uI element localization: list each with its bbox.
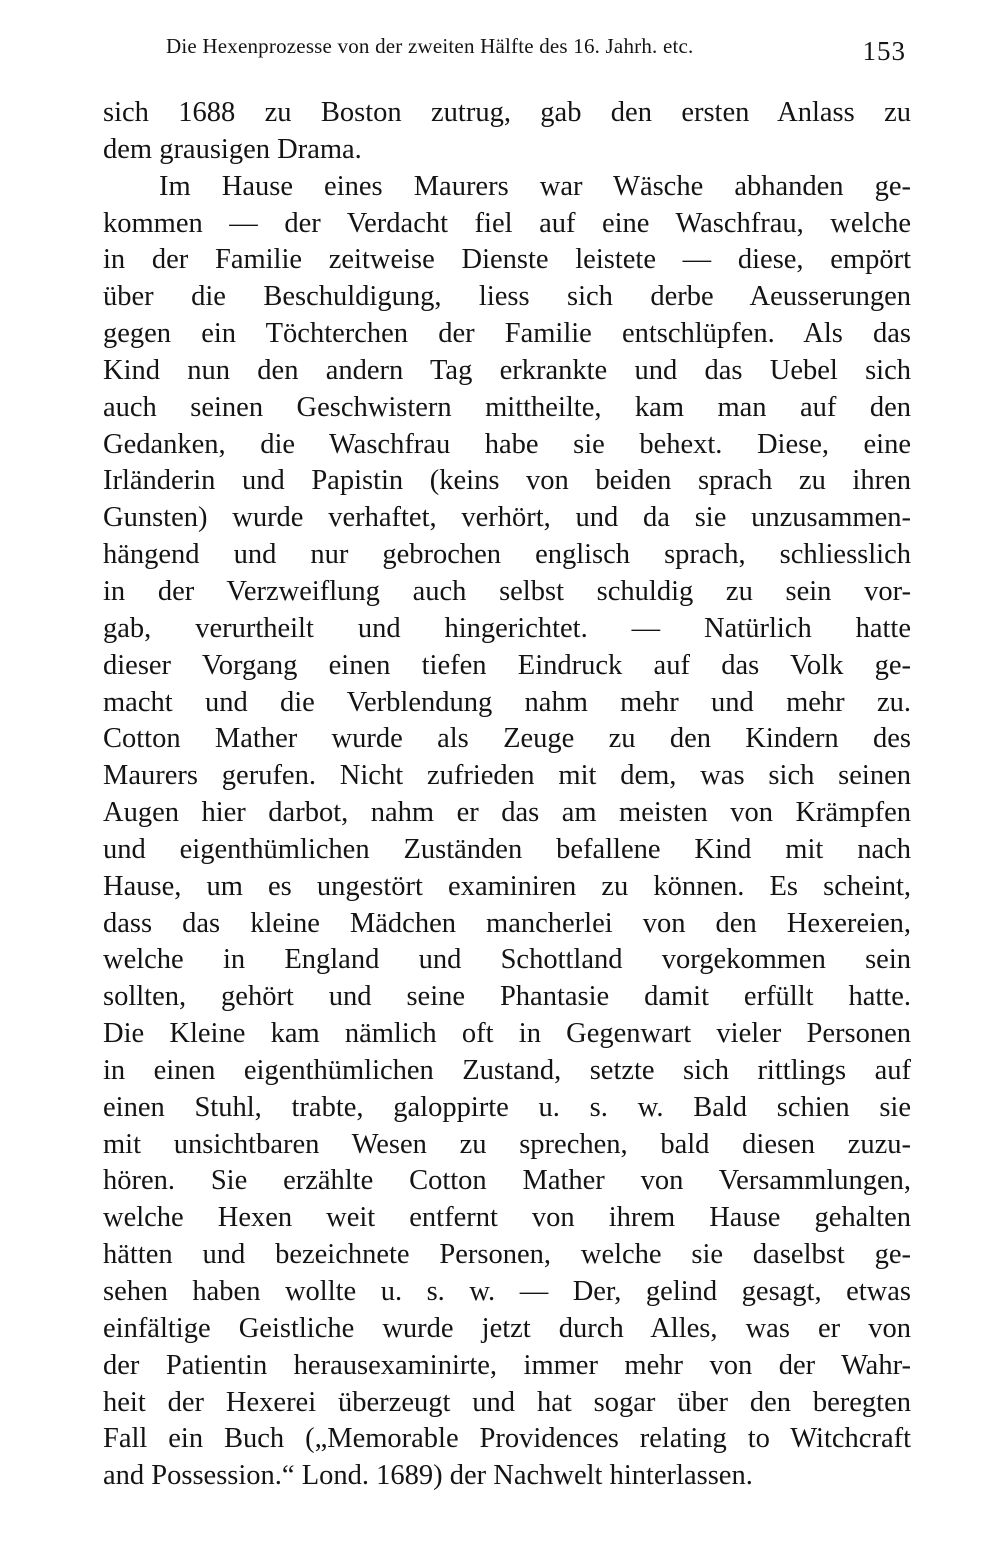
text-line: sehen haben wollte u. s. w. — Der, gelind gesagt, etwas [103, 1276, 911, 1307]
text-line: macht und die Verblendung nahm mehr und mehr zu. [103, 686, 911, 718]
text-line: einfältige Geistliche wurde jetzt durch Alles, was er von [103, 1312, 911, 1344]
text-line: Hause, um es ungestört examiniren zu können. Es scheint, [103, 870, 911, 902]
text-line: gab, verurtheilt und hingerichtet. — Natürlich hatte [103, 612, 911, 644]
text-line: welche Hexen weit entfernt von ihrem Hause gehalten [103, 1202, 911, 1234]
text-line: Cotton Mather wurde als Zeuge zu den Kindern des [103, 723, 911, 755]
text-line: dass das kleine Mädchen mancherlei von den Hexereien, [103, 907, 911, 939]
text-line: Irländerin und Papistin (keins von beiden sprach zu ihren [103, 465, 911, 497]
text-line: Augen hier darbot, nahm er das am meisten von Krämpfen [103, 797, 911, 829]
text-line: Im Hause eines Maurers war Wäsche abhanden ge- [159, 170, 911, 202]
text-line: und eigenthümlichen Zuständen befallene Kind mit nach [103, 833, 911, 865]
text-line: in der Familie zeitweise Dienste leistete — diese, empört [103, 244, 911, 276]
text-line: der Patientin herausexaminirte, immer mehr von der Wahr- [103, 1349, 911, 1381]
text-line: sich 1688 zu Boston zutrug, gab den ersten Anlass zu [103, 97, 911, 128]
text-line: Gunsten) wurde verhaftet, verhört, und da sie unzusammen- [103, 502, 911, 534]
text-line: auch seinen Geschwistern mittheilte, kam man auf den [103, 391, 911, 423]
text-line: Kind nun den andern Tag erkrankte und das Uebel sich [103, 354, 911, 386]
text-line: einen Stuhl, trabte, galoppirte u. s. w. Bald schien sie [103, 1091, 911, 1123]
text-line: in einen eigenthümlichen Zustand, setzte sich rittlings auf [103, 1054, 911, 1086]
running-head [166, 34, 906, 66]
body-text [103, 95, 911, 1495]
page-number: 153 [862, 36, 906, 66]
text-line: Die Kleine kam nämlich oft in Gegenwart vieler Personen [103, 1018, 911, 1050]
text-line: hängend und nur gebrochen englisch sprach, schliesslich [103, 539, 911, 571]
text-line: and Possession.“ Lond. 1689) der Nachwelt hinterlassen. [103, 1460, 753, 1492]
text-line: kommen — der Verdacht fiel auf eine Waschfrau, welche [103, 207, 911, 239]
text-line: welche in England und Schottland vorgekommen sein [103, 944, 911, 976]
text-line: gegen ein Töchterchen der Familie entschlüpfen. Als das [103, 318, 911, 350]
text-line: Maurers gerufen. Nicht zufrieden mit dem, was sich seinen [103, 760, 911, 792]
text-line: in der Verzweiflung auch selbst schuldig zu sein vor- [103, 575, 911, 607]
running-title: Die Hexenprozesse von der zweiten Hälfte des 16. Jahrh. etc. [166, 34, 694, 58]
text-line: über die Beschuldigung, liess sich derbe Aeusserungen [103, 281, 911, 313]
text-line: hören. Sie erzählte Cotton Mather von Versammlungen, [103, 1165, 911, 1197]
text-line: dieser Vorgang einen tiefen Eindruck auf das Volk ge- [103, 649, 911, 681]
text-line: Fall ein Buch („Memorable Providences relating to Witchcraft [103, 1423, 911, 1455]
text-line: dem grausigen Drama. [103, 133, 362, 165]
text-line: heit der Hexerei überzeugt und hat sogar über den beregten [103, 1386, 911, 1418]
text-line: Gedanken, die Waschfrau habe sie behext. Diese, eine [103, 428, 911, 460]
text-line: mit unsichtbaren Wesen zu sprechen, bald diesen zuzu- [103, 1128, 911, 1160]
text-line: sollten, gehört und seine Phantasie damit erfüllt hatte. [103, 981, 911, 1013]
text-line: hätten und bezeichnete Personen, welche sie daselbst ge- [103, 1239, 911, 1271]
